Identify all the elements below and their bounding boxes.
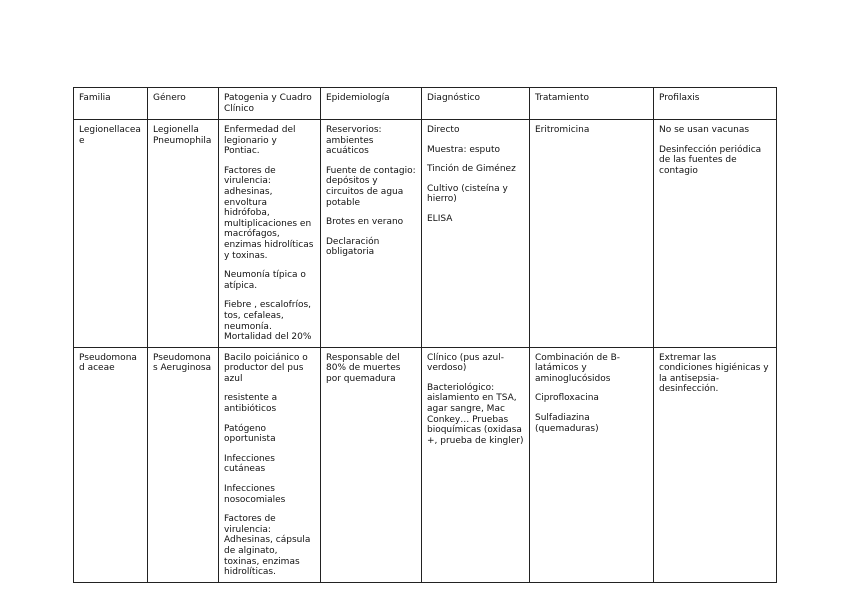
cell-text: Directo bbox=[427, 125, 460, 135]
cell-text: Declaración obligatoria bbox=[326, 236, 380, 258]
cell-text: Enfermedad del legionario y Pontiac. bbox=[224, 125, 296, 157]
cell-text: Sulfadiazina (quemaduras) bbox=[535, 413, 599, 434]
cell-text: Legionella Pneumophila bbox=[153, 125, 212, 146]
cell-patogenia bbox=[219, 120, 321, 348]
cell-text: resistente a antibióticos bbox=[224, 393, 278, 415]
cell-tratamiento bbox=[530, 120, 654, 348]
cell-text: Combinación de B-latámicos y aminoglucósidos bbox=[535, 352, 621, 384]
cell-text: Pseudomonad aceae bbox=[79, 352, 137, 374]
cell-text: Eritromicina bbox=[535, 125, 590, 135]
cell-genero bbox=[148, 347, 219, 582]
header-tratamiento: Tratamiento bbox=[530, 88, 654, 120]
cell-text: Bacteriológico: aislamiento en TSA, agar sangre, Mac Conkey… Pruebas bioquímicas (oxidasa +, prueba de kingler) bbox=[427, 382, 524, 446]
cell-familia bbox=[74, 120, 148, 348]
cell-text: Clínico (pus azul-verdoso) bbox=[427, 352, 504, 374]
cell-epidemiologia bbox=[321, 120, 422, 348]
header-epidemiologia: Epidemiología bbox=[321, 88, 422, 120]
cell-text: Fiebre , escalofríos, tos, cefaleas, neumonía. Mortalidad del 20% bbox=[224, 300, 312, 343]
cell-tratamiento bbox=[530, 347, 654, 582]
cell-diagnostico bbox=[422, 347, 530, 582]
cell-text: Brotes en verano bbox=[326, 217, 404, 228]
cell-text: Desinfección periódica de las fuentes de contagio bbox=[659, 144, 762, 176]
cell-diagnostico bbox=[422, 120, 530, 348]
header-familia: Familia bbox=[74, 88, 148, 120]
cell-profilaxis bbox=[654, 120, 777, 348]
cell-text: Cultivo (cisteína y hierro) bbox=[427, 183, 508, 205]
header-profilaxis: Profilaxis bbox=[654, 88, 777, 120]
table-row bbox=[74, 347, 777, 582]
cell-text: Bacilo poiciánico o productor del pus azul bbox=[224, 352, 308, 384]
cell-text: Neumonía típica o atípica. bbox=[224, 270, 306, 291]
cell-text: Pseudomonas Aeruginosa bbox=[153, 352, 212, 374]
clinical-table bbox=[73, 87, 777, 583]
cell-text: Reservorios: ambientes acuáticos bbox=[326, 125, 382, 157]
cell-text: Fuente de contagio: depósitos y circuitos de agua potable bbox=[326, 165, 416, 208]
cell-patogenia bbox=[219, 347, 321, 582]
cell-text: No se usan vacunas bbox=[659, 125, 750, 135]
cell-text: Factores de virulencia: adhesinas, envoltura hidrófoba, multiplicaciones en macrófagos, enzimas hidrolíticas y toxinas. bbox=[224, 165, 314, 261]
cell-genero bbox=[148, 120, 219, 348]
cell-text: Extremar las condiciones higiénicas y la antisepsia-desinfección. bbox=[659, 352, 769, 395]
cell-text: Legionellaceae bbox=[79, 125, 141, 146]
cell-text: Infecciones nosocomiales bbox=[224, 484, 286, 505]
cell-epidemiologia bbox=[321, 347, 422, 582]
cell-text: Patógeno oportunista bbox=[224, 423, 276, 445]
header-diagnostico: Diagnóstico bbox=[422, 88, 530, 120]
cell-familia bbox=[74, 347, 148, 582]
header-row bbox=[74, 88, 777, 120]
table-row bbox=[74, 120, 777, 348]
cell-text: Infecciones cutáneas bbox=[224, 453, 275, 475]
cell-profilaxis bbox=[654, 347, 777, 582]
cell-text: Responsable del 80% de muertes por quemadura bbox=[326, 352, 401, 384]
header-genero: Género bbox=[148, 88, 219, 120]
cell-text: ELISA bbox=[427, 213, 453, 224]
cell-text: Factores de virulencia: Adhesinas, cápsula de alginato, toxinas, enzimas hidrolíticas. bbox=[224, 514, 311, 578]
cell-text: Tinción de Giménez bbox=[427, 164, 516, 175]
cell-text: Ciprofloxacina bbox=[535, 393, 599, 404]
header-patogenia: Patogenia y Cuadro Clínico bbox=[219, 88, 321, 120]
cell-text: Muestra: esputo bbox=[427, 144, 501, 155]
